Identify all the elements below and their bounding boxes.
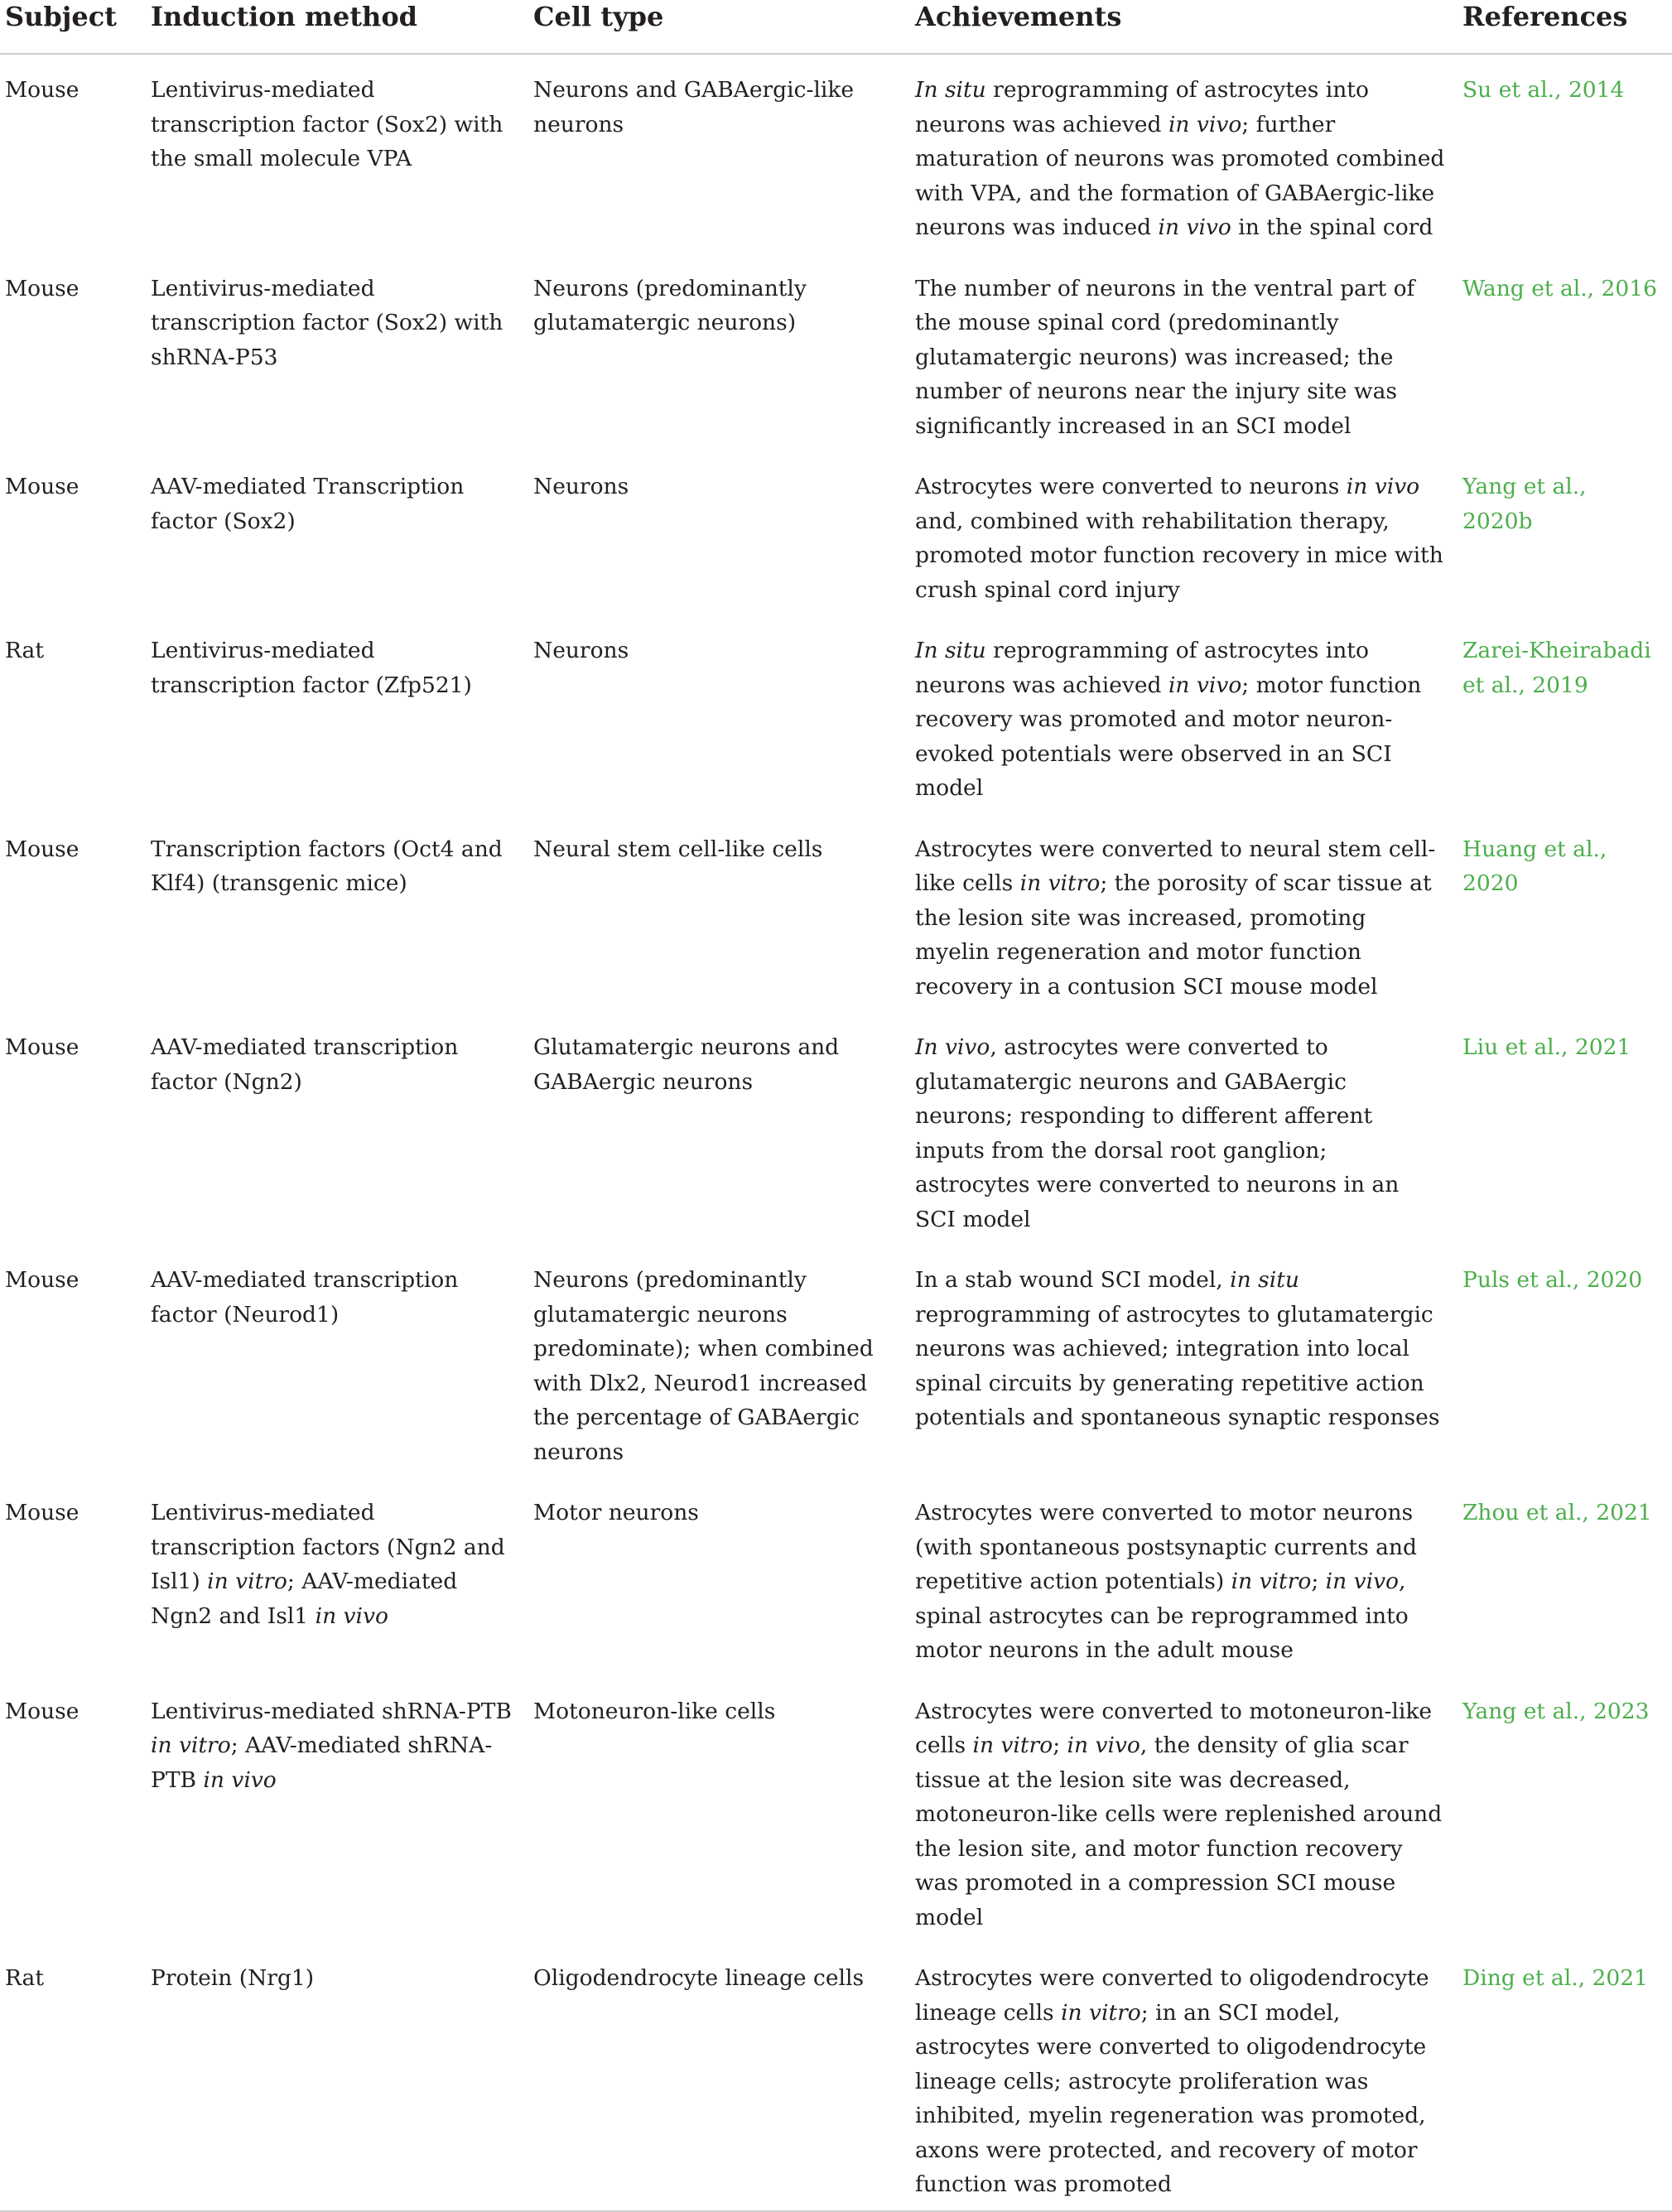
cell-reference [1458,615,1672,814]
header-references: References [1458,0,1672,54]
cell-achievements: Astrocytes were converted to motoneuron-like cells in vitro; in vivo, the density of glia scar tissue at the lesion site was decreased, motoneuron-like cells were replenished around the lesion site, and motor function recovery was promoted in a compression SCI mouse model [915,1698,1443,1930]
cell-induction-method: Lentivirus-mediated transcription factors (Ngn2 and Isl1) in vitro; AAV-mediated Ngn2 and Isl1 in vivo [151,1500,505,1629]
table-row [0,1477,1672,1676]
cell-subject: Mouse [5,836,80,862]
header-achievements: Achievements [910,0,1458,54]
cell-induction-method: AAV-mediated Transcription factor (Sox2) [151,474,465,534]
cell-subject: Mouse [5,77,80,103]
header-subject: Subject [0,0,146,54]
cell-achievements: Astrocytes were converted to motor neurons (with spontaneous postsynaptic currents and repetitive action potentials) in vitro; in vivo, spinal astrocytes can be reprogrammed into motor neurons in the adult mouse [915,1500,1417,1663]
reference-link[interactable]: Huang et al., 2020 [1462,836,1607,896]
cell-cell-type: Neurons [533,638,629,663]
cell-cell-type: Neurons (predominantly glutamatergic neurons predominate); when combined with Dlx2, Neurod1 increased the percentage of GABAergic neurons [533,1267,874,1465]
table-row [0,615,1672,814]
cell-cell-type: Oligodendrocyte lineage cells [528,1943,910,2211]
header-cell-type: Cell type [528,0,910,54]
reference-link[interactable]: Ding et al., 2021 [1462,1965,1648,1991]
cell-achievements: In vivo, astrocytes were converted to glutamatergic neurons and GABAergic neurons; responding to different afferent inputs from the dorsal root ganglion; astrocytes were converted to neurons in an SCI model [915,1034,1400,1232]
table-row [0,814,1672,1013]
cell-reference [1458,54,1672,253]
cell-achievements: In a stab wound SCI model, in situ reprogramming of astrocytes to glutamatergic neurons was achieved; integration into local spinal circuits by generating repetitive action potentials and spontaneous synaptic responses [915,1267,1440,1430]
cell-subject: Rat [5,638,45,663]
cell-cell-type: Glutamatergic neurons and GABAergic neurons [533,1034,840,1095]
reference-link[interactable]: Zarei-Kheirabadi et al., 2019 [1462,638,1651,698]
reference-link[interactable]: Zhou et al., 2021 [1462,1500,1652,1525]
cell-induction-method: Lentivirus-mediated transcription factor (Sox2) with the small molecule VPA [151,77,504,171]
header-row [0,0,1672,54]
cell-cell-type: Neurons (predominantly glutamatergic neurons) [533,275,807,335]
cell-reference [1458,451,1672,615]
cell-induction-method: Lentivirus-mediated shRNA-PTB in vitro; AAV-mediated shRNA-PTB in vivo [151,1698,512,1793]
table-row [0,253,1672,452]
cell-cell-type: Motor neurons [533,1500,699,1525]
cell-subject: Mouse [5,1500,80,1525]
header-induction-method: Induction method [146,0,528,54]
cell-achievements: Astrocytes were converted to oligodendrocyte lineage cells in vitro; in an SCI model, astrocytes were converted to oligodendrocyte lineage cells; astrocyte proliferation was inhibited, myelin regeneration was promoted, axons were protected, and recovery of motor function was promoted [910,1943,1458,2211]
table-row [0,1012,1672,1245]
cell-reference [1458,1676,1672,1944]
cell-achievements: Astrocytes were converted to neural stem cell-like cells in vitro; the porosity of scar tissue at the lesion site was increased, promoting myelin regeneration and motor function recovery in a contusion SCI mouse model [915,836,1436,1000]
reference-link[interactable]: Yang et al., 2023 [1462,1698,1650,1724]
cell-subject: Mouse [5,474,80,499]
cell-subject: Mouse [5,1034,80,1060]
reference-link[interactable]: Wang et al., 2016 [1462,275,1657,301]
cell-induction-method: Protein (Nrg1) [146,1943,528,2211]
table-body [0,54,1672,2211]
cell-cell-type: Neural stem cell-like cells [533,836,823,862]
cell-induction-method: Transcription factors (Oct4 and Klf4) (transgenic mice) [151,836,503,896]
reference-link[interactable]: Su et al., 2014 [1462,77,1625,103]
cell-reference [1458,253,1672,452]
cell-reference [1458,1477,1672,1676]
cell-reference [1458,1943,1672,2211]
cell-achievements: In situ reprogramming of astrocytes into neurons was achieved in vivo; further maturation of neurons was promoted combined with VPA, and the formation of GABAergic-like neurons was induced in vivo in the spinal cord [915,77,1445,240]
cell-subject: Mouse [5,1698,80,1724]
cell-achievements: In situ reprogramming of astrocytes into neurons was achieved in vivo; motor function recovery was promoted and motor neuron-evoked potentials were observed in an SCI model [915,638,1422,801]
cell-induction-method: AAV-mediated transcription factor (Neurod1) [151,1267,459,1328]
cell-induction-method: AAV-mediated transcription factor (Ngn2) [151,1034,459,1095]
cell-induction-method: Lentivirus-mediated transcription factor (Sox2) with shRNA-P53 [151,275,504,370]
cell-achievements: Astrocytes were converted to neurons in vivo and, combined with rehabilitation therapy, promoted motor function recovery in mice with crush spinal cord injury [915,474,1443,603]
table-row [0,54,1672,253]
cell-cell-type: Neurons and GABAergic-like neurons [533,77,855,137]
table-header [0,0,1672,54]
table-row [0,451,1672,615]
cell-achievements: The number of neurons in the ventral part of the mouse spinal cord (predominantly glutamatergic neurons) was increased; the number of neurons near the injury site was significantly increased in an SCI model [915,275,1415,439]
cell-reference [1458,814,1672,1013]
table-row [0,1943,1672,2211]
cell-reference [1458,1245,1672,1477]
cell-induction-method: Lentivirus-mediated transcription factor (Zfp521) [151,638,472,698]
cell-subject: Mouse [5,1267,80,1293]
table-row [0,1676,1672,1944]
cell-reference [1458,1012,1672,1245]
cell-subject: Rat [0,1943,146,2211]
cell-subject: Mouse [5,275,80,301]
cell-cell-type: Motoneuron-like cells [533,1698,776,1724]
cell-cell-type: Neurons [533,474,629,499]
reference-link[interactable]: Yang et al., 2020b [1462,474,1587,534]
reference-link[interactable]: Liu et al., 2021 [1462,1034,1631,1060]
table-row [0,1245,1672,1477]
reference-link[interactable]: Puls et al., 2020 [1462,1267,1643,1293]
